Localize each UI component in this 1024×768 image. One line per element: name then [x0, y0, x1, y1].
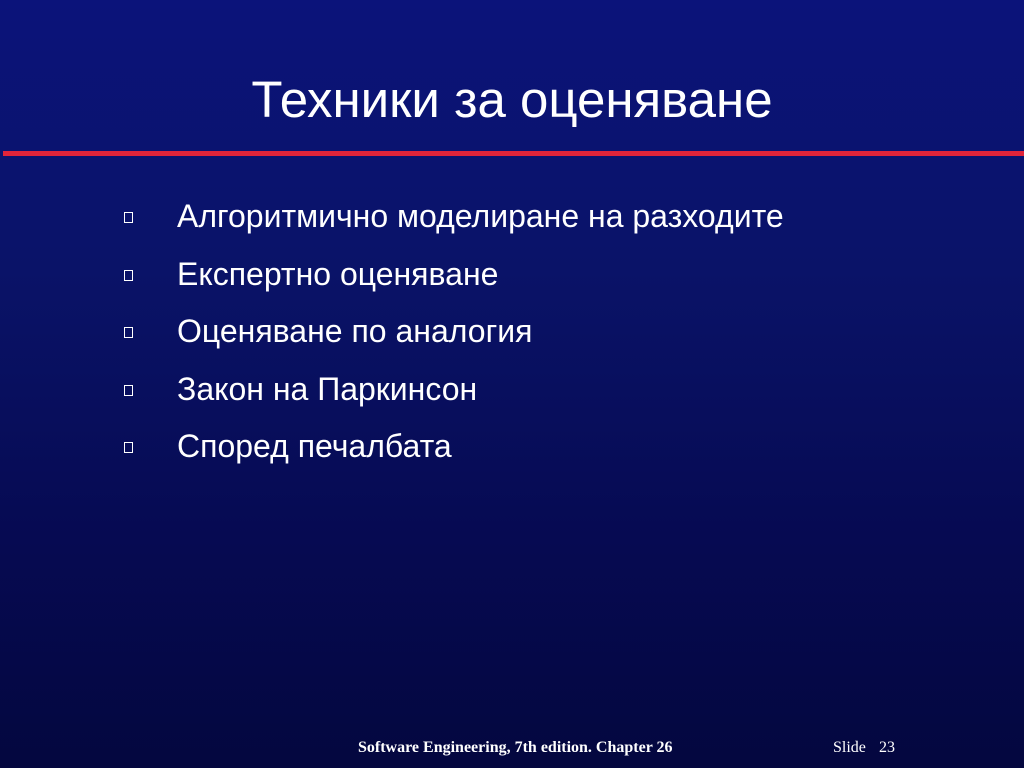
- bullet-square-icon: [124, 212, 133, 223]
- footer-text: Software Engineering, 7th edition. Chapter 26: [358, 739, 673, 756]
- title-divider: [3, 151, 1024, 156]
- bullet-list: [0, 190, 1024, 478]
- bullet-square-icon: [124, 327, 133, 338]
- slide-label: Slide: [833, 739, 866, 756]
- bullet-square-icon: [124, 442, 133, 453]
- bullet-square-icon: [124, 385, 133, 396]
- slide-number: 23: [879, 739, 895, 756]
- bullet-text: Алгоритмично моделиране на разходите: [177, 198, 784, 234]
- bullet-text: Експертно оценяване: [177, 255, 499, 292]
- bullet-item: [0, 305, 1024, 363]
- bullet-item: [0, 190, 1024, 248]
- bullet-text: Според печалбата: [177, 428, 452, 464]
- slide-title: Техники за оценяване: [251, 71, 773, 128]
- bullet-text: Закон на Паркинсон: [177, 370, 478, 407]
- bullet-item: [0, 420, 1024, 478]
- bullet-item: [0, 248, 1024, 306]
- bullet-text: Оценяване по аналогия: [177, 313, 533, 349]
- bullet-square-icon: [124, 270, 133, 281]
- bullet-item: [0, 363, 1024, 421]
